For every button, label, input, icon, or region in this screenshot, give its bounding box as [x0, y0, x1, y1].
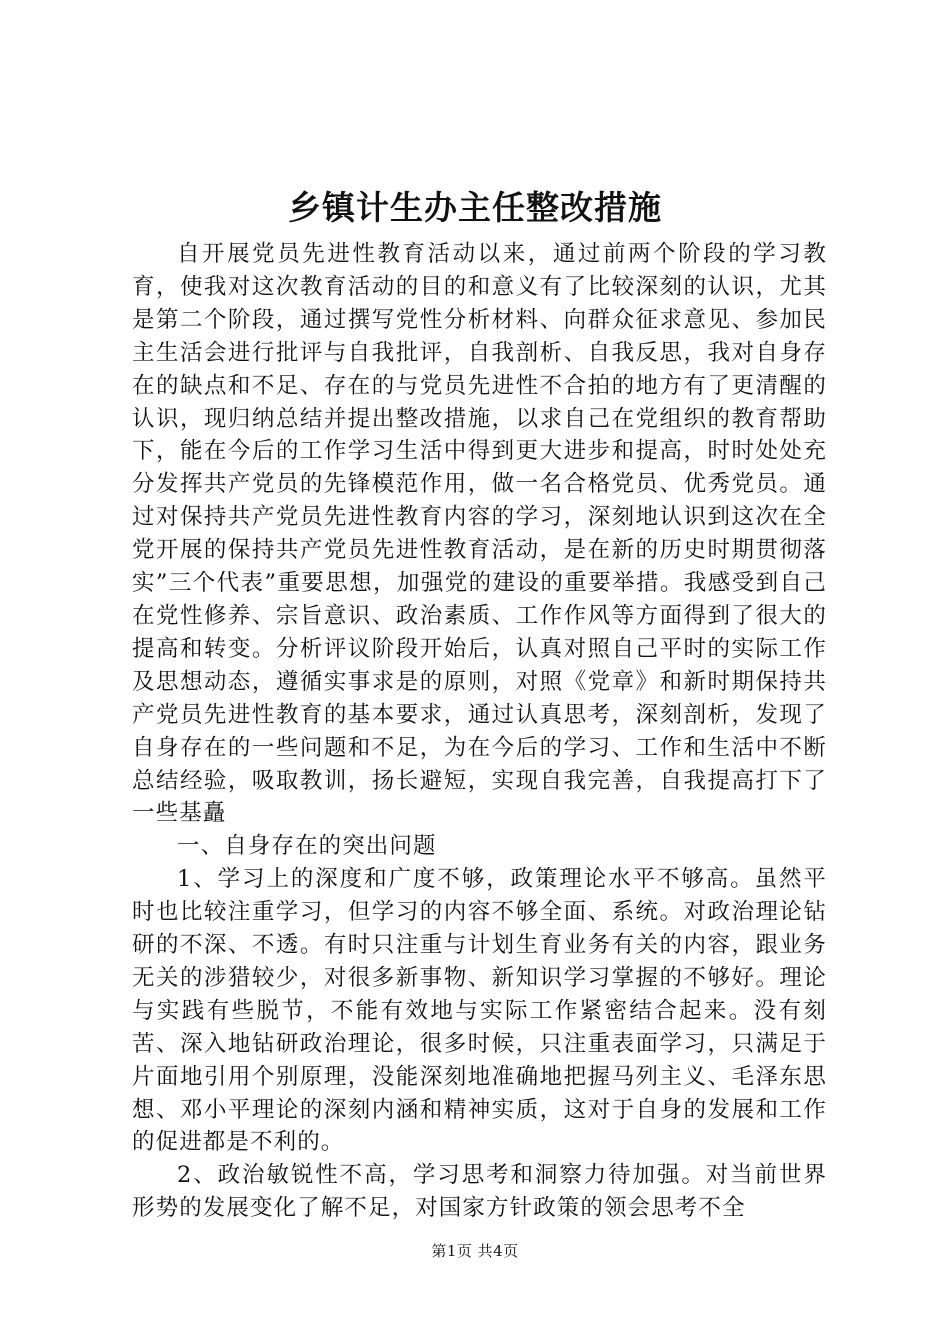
section-heading: 一、自身存在的突出问题 [177, 833, 437, 860]
document-title: 乡镇计生办主任整改措施 [288, 188, 662, 227]
issue-paragraph-2: 2、政治敏锐性不高，学习思考和洞察力待加强。对当前世界形势的发展变化了解不足，对国家方针政策的领会思考不全 [132, 1162, 827, 1222]
page-footer: 第1页 共4页 [431, 1242, 519, 1260]
intro-paragraph: 自开展党员先进性教育活动以来，通过前两个阶段的学习教育，使我对这次教育活动的目的和意义有了比较深刻的认识，尤其是第二个阶段，通过撰写党性分析材料、向群众征求意见、参加民主生活会进行批评与自我批评，自我剖析、自我反思，我对自身存在的缺点和不足、存在的与党员先进性不合拍的地方有了更清醒的认识，现归纳总结并提出整改措施，以求自己在党组织的教育帮助下，能在今后的工作学习生活中得到更大进步和提高，时时处处充分发挥共产党员的先锋模范作用，做一名合格党员、优秀党员。通过对保持共产党员先进性教育内容的学习，深刻地认识到这次在全党开展的保持共产党员先进性教育活动，是在新的历史时期贯彻落实”三个代表”重要思想，加强党的建设的重要举措。我感受到自己在党性修养、宗旨意识、政治素质、工作作风等方面得到了很大的提高和转变。分析评议阶段开始后，认真对照自己平时的实际工作及思想动态，遵循实事求是的原则，对照《党章》和新时期保持共产党员先进性教育的基本要求，通过认真思考，深刻剖析，发现了自身存在的一些问题和不足，为在今后的学习、工作和生活中不断总结经验，吸取教训，扬长避短，实现自我完善，自我提高打下了一些基矗 [132, 241, 827, 827]
issue-paragraph-1: 1、学习上的深度和广度不够，政策理论水平不够高。虽然平时也比较注重学习，但学习的内容不够全面、系统。对政治理论钻研的不深、不透。有时只注重与计划生育业务有关的内容，跟业务无关的涉猎较少，对很多新事物、新知识学习掌握的不够好。理论与实践有些脱节，不能有效地与实际工作紧密结合起来。没有刻苦、深入地钻研政治理论，很多时候，只注重表面学习，只满足于片面地引用个别原理，没能深刻地准确地把握马列主义、毛泽东思想、邓小平理论的深刻内涵和精神实质，这对于自身的发展和工作的促进都是不利的。 [132, 866, 827, 1156]
document-body [132, 238, 827, 1225]
